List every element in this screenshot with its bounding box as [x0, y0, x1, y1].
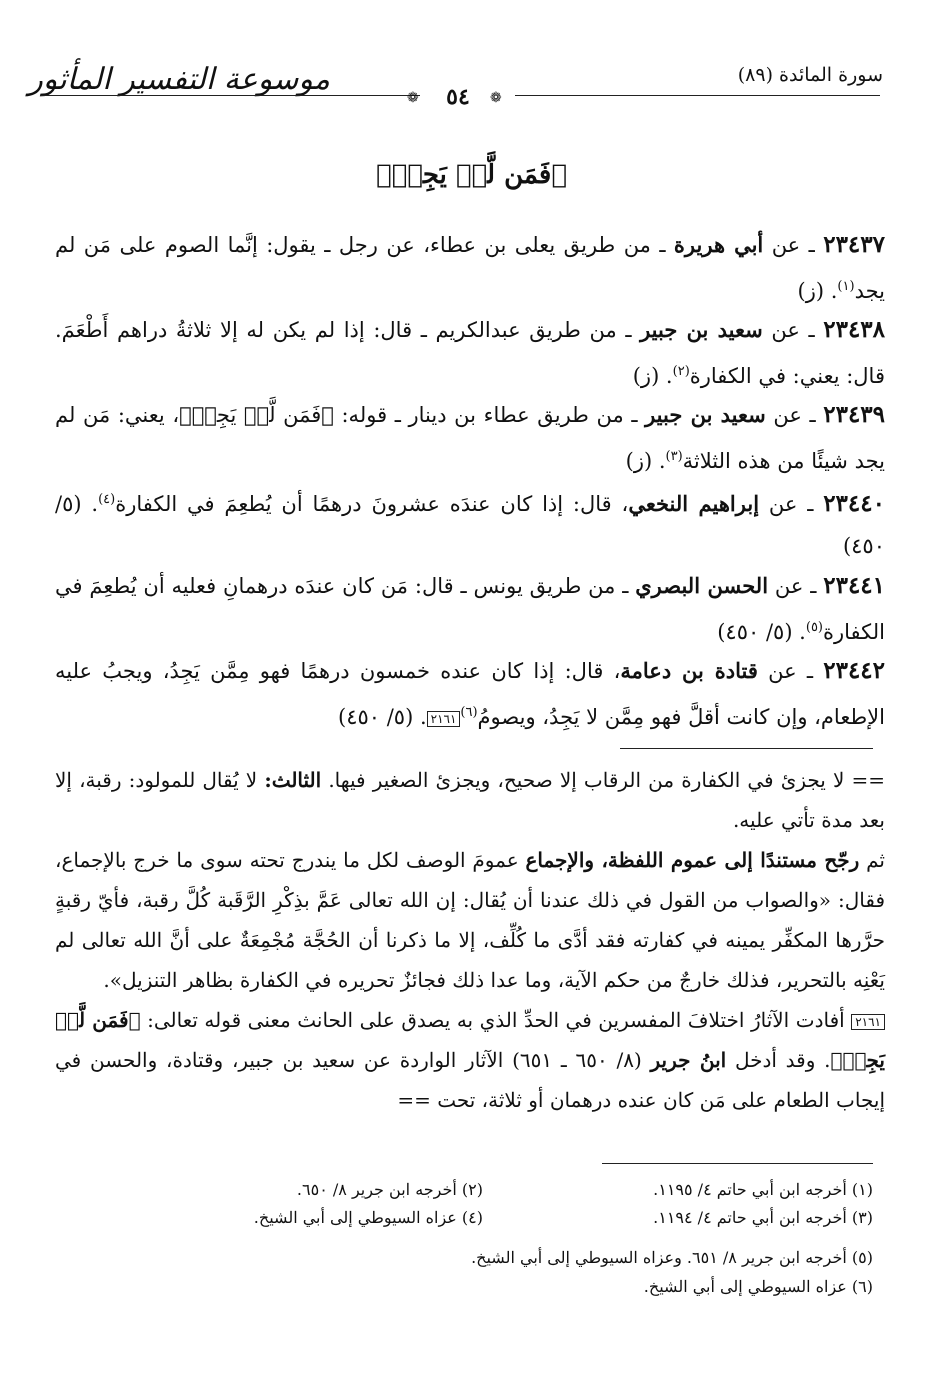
entry-tail: . (ز) [797, 279, 838, 303]
commentary-text: أفادت الآثارُ اختلافَ المفسرين في الحدِّ الذي به يصدق على الحانث معنى قوله تعالى: [140, 1008, 852, 1032]
footnote-ref: (١) [837, 279, 855, 294]
footnote-ref: (٢) [672, 364, 690, 379]
entry-23442 [55, 650, 885, 738]
footnote-ref: (٤) [98, 492, 116, 507]
entry-tail: . (٥/ ٤٥٠) [337, 705, 427, 729]
footnote-5: (٥) أخرجه ابن جرير ٨/ ٦٥١. وعزاه السيوطي إلى أبي الشيخ. [471, 1248, 873, 1267]
narrator-name: أبي هريرة [673, 232, 764, 257]
commentary-bold: ابنُ جرير [650, 1048, 727, 1072]
quran-quote: ﴿فَمَن لَّمۡ يَجِدۡ﴾ [55, 1008, 885, 1072]
footnote-ref: (٣) [665, 449, 683, 464]
commentary-text: . وقد أدخل [726, 1048, 831, 1072]
entry-tail: . (ز) [632, 364, 673, 388]
commentary-text: عمومَ الوصف لكل ما يندرج تحته سوى ما خرج بالإجماع، فقال: «والصواب من القول في ذلك عندنا أن يُقال: إن الله تعالى عَمَّ بذِكْرِ الرَّقَبة كُلَّ رقبة، فأيّ رقبةٍ حرَّرها المكفِّر يمينه في كفارته فقد أدَّى ما كُلِّف، إلا ما ذكرنا أن الحُجَّة مُجْمِعَةٌ على أنَّ الله تعالى لم يَعْنِه بالتحرير، فذلك خارجٌ من حكم الآية، وما عدا ذلك فجائزٌ تحريره في الكفارة بظاهر التنزيل». [55, 848, 885, 992]
entry-tail: . (٥/ ٤٥٠) [717, 620, 806, 644]
footnote-6: (٦) عزاه السيوطي إلى أبي الشيخ. [643, 1277, 873, 1296]
entry-number: ٢٣٤٣٨ [823, 316, 886, 343]
narrator-name: الحسن البصري [635, 573, 769, 598]
entry-text: ـ من طريق يونس ـ قال: مَن كان عندَه درهمانِ فعليه أن يُطعِمَ في الكفارة [55, 574, 885, 644]
commentary-text: ثم [859, 848, 885, 872]
sura-header: سورة المائدة (٨٩) [737, 64, 883, 86]
commentary-ref-box[interactable]: ٢١٦١ [427, 711, 461, 727]
narrator-name: قتادة بن دعامة [620, 658, 758, 683]
commentary-text: لا يُقال للمولود: رقبة، إلا بعد مدة تأتي عليه. [55, 768, 885, 832]
section-title: ﴿فَمَن لَّمۡ يَجِدۡ﴾ [376, 160, 567, 190]
entry-text: ـ عن [757, 659, 824, 683]
commentary-bold: الثالث: [264, 768, 322, 792]
entry-23441 [55, 565, 885, 653]
footnote-separator [602, 1163, 873, 1164]
entry-text: ـ عن [765, 403, 824, 427]
ornament-left-icon: ❁ [407, 90, 419, 106]
entry-23437 [55, 224, 885, 312]
page-number: ٥٤ [446, 84, 470, 110]
commentary-separator [620, 748, 873, 749]
entry-text: ـ عن [763, 233, 824, 257]
narrator-name: سعيد بن جبير [640, 317, 763, 342]
entry-text: ـ من طريق عبدالكريم ـ قال: إذا لم يكن له إلا ثلاثةُ دراهم أَطْعَمَ. قال: يعني: في الكفارة [55, 318, 885, 388]
entry-text: ـ من طريق يعلى بن عطاء، عن رجل ـ يقول: إنَّما الصوم على مَن لم يجد [55, 233, 885, 303]
entry-number: ٢٣٤٣٩ [823, 401, 886, 428]
footnote-ref: (٦) [460, 705, 478, 720]
entry-text: ـ عن [762, 318, 824, 342]
footnote-2: (٢) أخرجه ابن جرير ٨/ ٦٥٠. [296, 1180, 483, 1199]
entry-text: ، قال: إذا كان عنده خمسون درهمًا فهو مِمَّن يَجِدُ، ويجبُ عليه الإطعام، وإن كانت أقلَّ فهو مِمَّن لا يَجِدُ، ويصومُ [55, 659, 885, 729]
narrator-name: إبراهيم النخعي [628, 491, 760, 516]
commentary-number-box: ٢١٦١ [851, 1014, 885, 1030]
entry-text: ـ عن [768, 574, 824, 598]
entry-23439 [55, 394, 885, 482]
entry-number: ٢٣٤٤٢ [823, 657, 886, 684]
page-number-row [0, 84, 943, 114]
entry-number: ٢٣٤٤٠ [823, 490, 885, 517]
footnote-ref: (٥) [805, 620, 823, 635]
entry-number: ٢٣٤٣٧ [823, 231, 885, 258]
commentary-text: (٨/ ٦٥٠ ـ ٦٥١) الآثار الواردة عن سعيد بن جبير، وقتادة، والحسن في إيجاب الطعام على مَن كان عنده درهمان أو ثلاثة، تحت == [55, 1048, 885, 1112]
commentary-paragraph-3 [55, 1000, 885, 1120]
entry-text: ـ من طريق عطاء بن دينار ـ قوله: ﴿فَمَن لَّمۡ يَجِدۡ﴾، يعني: مَن لم يجد شيئًا من هذه الثلاثة [55, 403, 885, 473]
entry-23440 [55, 479, 885, 567]
commentary-paragraph-2 [55, 840, 885, 1000]
commentary-block [55, 760, 885, 1120]
entry-text: ـ عن [759, 492, 824, 516]
narrator-name: سعيد بن جبير [645, 402, 766, 427]
entry-23438 [55, 309, 885, 397]
entry-number: ٢٣٤٤١ [823, 572, 886, 599]
entry-text: ، قال: إذا كان عندَه عشرونَ درهمًا أن يُطعِمَ في الكفارة [115, 492, 629, 516]
book-title: موسوعة التفسير المأثور [28, 62, 330, 97]
ornament-right-icon: ❁ [490, 90, 502, 106]
commentary-text: == لا يجزئ في الكفارة من الرقاب إلا صحيح، ويجزئ الصغير فيها. [321, 768, 885, 792]
commentary-paragraph-1 [55, 760, 885, 840]
entry-tail: . (ز) [625, 449, 666, 473]
footnote-1: (١) أخرجه ابن أبي حاتم ٤/ ١١٩٥. [653, 1180, 873, 1199]
commentary-bold: رجّح مستندًا إلى عموم اللفظة، والإجماع [525, 848, 860, 872]
footnote-3: (٣) أخرجه ابن أبي حاتم ٤/ ١١٩٤. [653, 1208, 873, 1227]
footnote-4: (٤) عزاه السيوطي إلى أبي الشيخ. [253, 1208, 483, 1227]
entry-tail: . (٥/ ٤٥٠) [55, 492, 885, 558]
